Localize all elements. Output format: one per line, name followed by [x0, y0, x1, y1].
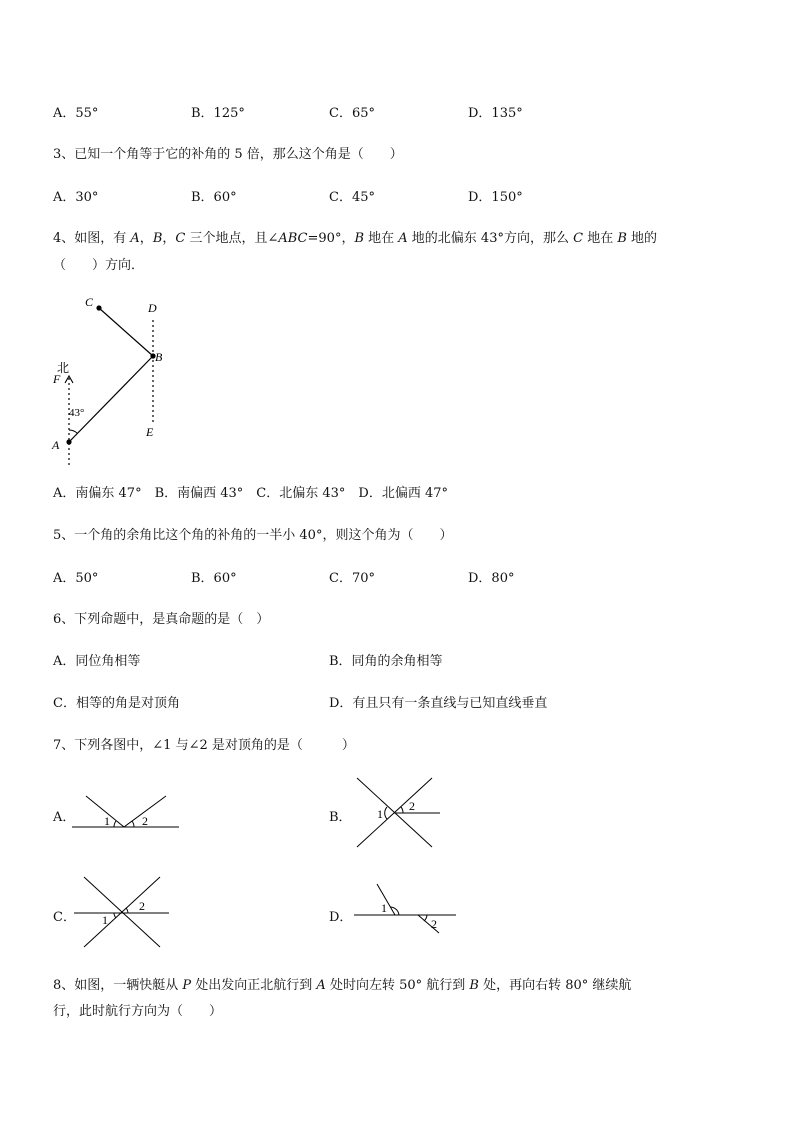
- label-c: C: [85, 295, 94, 309]
- q7-stem: 7、下列各图中，∠1 与∠2 是对顶角的是（ ）: [53, 738, 355, 753]
- q4-text: 4、如图，有: [53, 231, 131, 246]
- q8-var: A: [316, 978, 326, 993]
- q3-option-d: D．150°: [468, 190, 523, 205]
- q4-text: 地在: [583, 231, 618, 246]
- label-e: E: [146, 425, 154, 439]
- q4-options: A．南偏东 47° B．南偏西 43° C．北偏东 43° D．北偏西 47°: [53, 486, 449, 501]
- q3-option-a: A．30°: [53, 190, 99, 205]
- q5-option-d: D．80°: [468, 571, 515, 586]
- q4-stem-line1: [53, 227, 657, 246]
- q5-option-c: C．70°: [329, 571, 375, 586]
- q7-option-d-letter: D．: [329, 910, 353, 925]
- q4-text: 地的: [626, 231, 658, 246]
- angle-arc: [69, 430, 78, 434]
- q3-stem: 3、已知一个角等于它的补角的 5 倍，那么这个角是（ ）: [53, 147, 403, 162]
- angle-arc-2: [401, 807, 403, 813]
- angle-arc-1: [114, 821, 116, 827]
- q5-stem: 5、一个角的余角比这个角的补角的一半小 40°，则这个角为（ ）: [53, 528, 453, 543]
- q6-option-d: D．有且只有一条直线与已知直线垂直: [329, 696, 548, 711]
- q7-figure-a: [72, 788, 184, 833]
- angle-arc-1: [385, 807, 387, 819]
- q4-text: =90°，: [307, 231, 355, 246]
- q4-text: 地在: [364, 231, 399, 246]
- q8-text: 处出发向正北航行到: [191, 978, 317, 993]
- q6-stem: 6、下列命题中，是真命题的是（ ）: [53, 612, 270, 627]
- angle-label-2: 2: [142, 814, 148, 828]
- label-d: D: [148, 301, 157, 315]
- q7-figure-b: [352, 775, 444, 850]
- q2-option-b: B．125°: [191, 106, 245, 121]
- q8-var: P: [182, 978, 192, 993]
- q2-option-d: D．135°: [468, 106, 523, 121]
- q3-option-c: C．45°: [329, 190, 375, 205]
- q7-option-b-letter: B．: [329, 810, 352, 825]
- angle-label-2: 2: [139, 899, 145, 913]
- q8-text: 处时向左转 50° 航行到: [325, 978, 470, 993]
- angle-label-1: 1: [377, 807, 383, 821]
- q4-var: ABC: [278, 231, 308, 246]
- q4-text: 三个地点，且∠: [185, 231, 279, 246]
- q2-option-a: A．55°: [53, 106, 99, 121]
- label-a: A: [52, 438, 60, 452]
- q4-var: B: [354, 231, 365, 246]
- label-angle-43: 43°: [69, 407, 85, 419]
- q4-var: A: [130, 231, 140, 246]
- angle-arc-2: [132, 821, 134, 827]
- angle-label-2: 2: [431, 917, 437, 931]
- q4-var: C: [573, 231, 584, 246]
- q8-var: B: [469, 978, 479, 993]
- q6-option-b: B．同角的余角相等: [329, 654, 443, 669]
- q4-text: 地的北偏东 43°方向，那么: [407, 231, 574, 246]
- angle-arc-1: [114, 913, 116, 918]
- line-cb: [99, 308, 153, 356]
- q5-option-b: B．60°: [191, 571, 237, 586]
- q2-option-c: C．65°: [329, 106, 375, 121]
- q7-figure-c: [74, 874, 172, 950]
- line-ab: [69, 356, 153, 442]
- q4-figure: [45, 290, 185, 475]
- q4-text: ，: [162, 231, 176, 246]
- q8-stem-line2: 行，此时航行方向为（ ）: [53, 1004, 223, 1019]
- q8-text: 处，再向右转 80° 继续航: [478, 978, 632, 993]
- q3-option-b: B．60°: [191, 190, 237, 205]
- q6-option-a: A．同位角相等: [53, 654, 141, 669]
- q4-text: ，: [139, 231, 153, 246]
- label-f: F: [53, 372, 61, 386]
- q4-var: A: [398, 231, 408, 246]
- angle-arc-2: [126, 908, 128, 913]
- q5-option-a: A．50°: [53, 571, 99, 586]
- q6-option-c: C．相等的角是对顶角: [53, 696, 180, 711]
- q7-figure-d: [350, 880, 460, 936]
- angle-label-1: 1: [104, 814, 110, 828]
- point-a: [66, 439, 71, 444]
- point-c: [96, 305, 101, 310]
- q4-var: B: [617, 231, 627, 246]
- angle-label-1: 1: [102, 913, 108, 927]
- q4-stem-line2: （ ）方向．: [53, 258, 145, 273]
- angle-label-2: 2: [409, 799, 415, 813]
- q7-option-c-letter: C．: [53, 910, 76, 925]
- angle-arc-2: [424, 915, 427, 921]
- q8-stem-line1: [53, 974, 631, 993]
- q4-var: C: [175, 231, 186, 246]
- q7-option-a-letter: A．: [53, 810, 76, 825]
- angle-label-1: 1: [381, 901, 387, 915]
- label-b: B: [155, 350, 163, 364]
- q8-text: 8、如图，一辆快艇从: [53, 978, 183, 993]
- label-north: 北: [57, 361, 70, 375]
- q4-var: B: [152, 231, 163, 246]
